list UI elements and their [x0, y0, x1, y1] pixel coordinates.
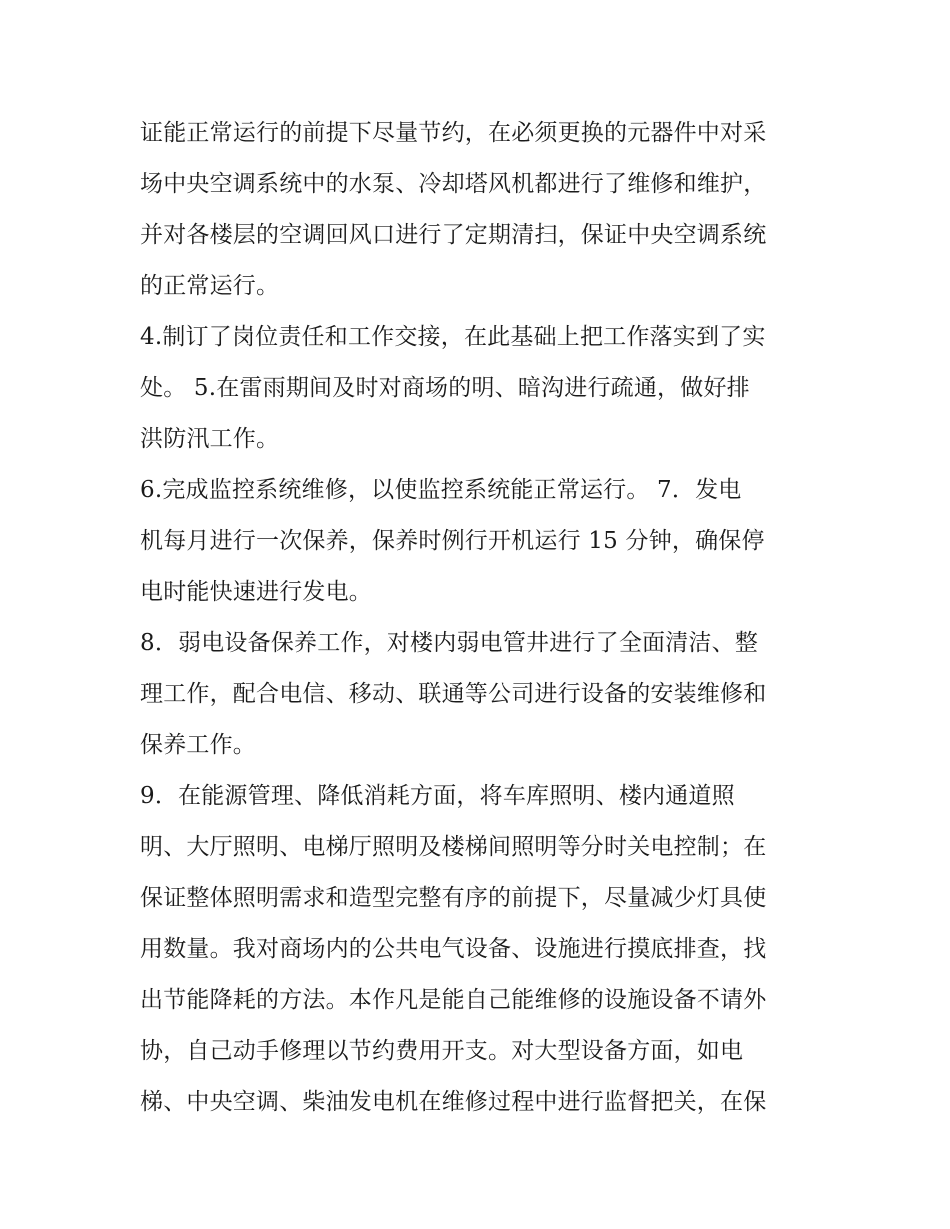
text-line: 协，自己动手修理以节约费用开支。对大型设备方面，如电: [140, 1038, 744, 1064]
text-line: 用数量。我对商场内的公共电气设备、设施进行摸底排查，找: [140, 936, 767, 962]
text-line: 洪防汛工作。: [140, 426, 280, 452]
text-line: 8．弱电设备保养工作，对楼内弱电管井进行了全面清洁、整: [140, 630, 759, 656]
text-line: 机每月进行一次保养，保养时例行开机运行 15 分钟，确保停: [140, 528, 765, 554]
text-line: 6.完成监控系统维修，以使监控系统能正常运行。 7．发电: [140, 477, 742, 503]
text-line: 的正常运行。: [140, 273, 280, 299]
text-line: 证能正常运行的前提下尽量节约，在必须更换的元器件中对采: [140, 120, 767, 146]
text-line: 出节能降耗的方法。本作凡是能自己能维修的设施设备不请外: [140, 987, 767, 1013]
text-line: 理工作，配合电信、移动、联通等公司进行设备的安装维修和: [140, 681, 767, 707]
text-line: 保证整体照明需求和造型完整有序的前提下，尽量减少灯具使: [140, 885, 767, 911]
text-line: 电时能快速进行发电。: [140, 579, 372, 605]
text-line: 明、大厅照明、电梯厅照明及楼梯间照明等分时关电控制；在: [140, 834, 767, 860]
text-line: 梯、中央空调、柴油发电机在维修过程中进行监督把关，在保: [140, 1089, 767, 1115]
text-line: 场中央空调系统中的水泵、冷却塔风机都进行了维修和维护，: [140, 171, 767, 197]
text-line: 9．在能源管理、降低消耗方面，将车库照明、楼内通道照: [140, 783, 735, 809]
text-line: 保养工作。: [140, 732, 256, 758]
text-line: 处。 5.在雷雨期间及时对商场的明、暗沟进行疏通，做好排: [140, 375, 750, 401]
text-line: 并对各楼层的空调回风口进行了定期清扫，保证中央空调系统: [140, 222, 767, 248]
document-body: [140, 108, 820, 1128]
text-line: 4.制订了岗位责任和工作交接，在此基础上把工作落实到了实: [140, 324, 766, 350]
